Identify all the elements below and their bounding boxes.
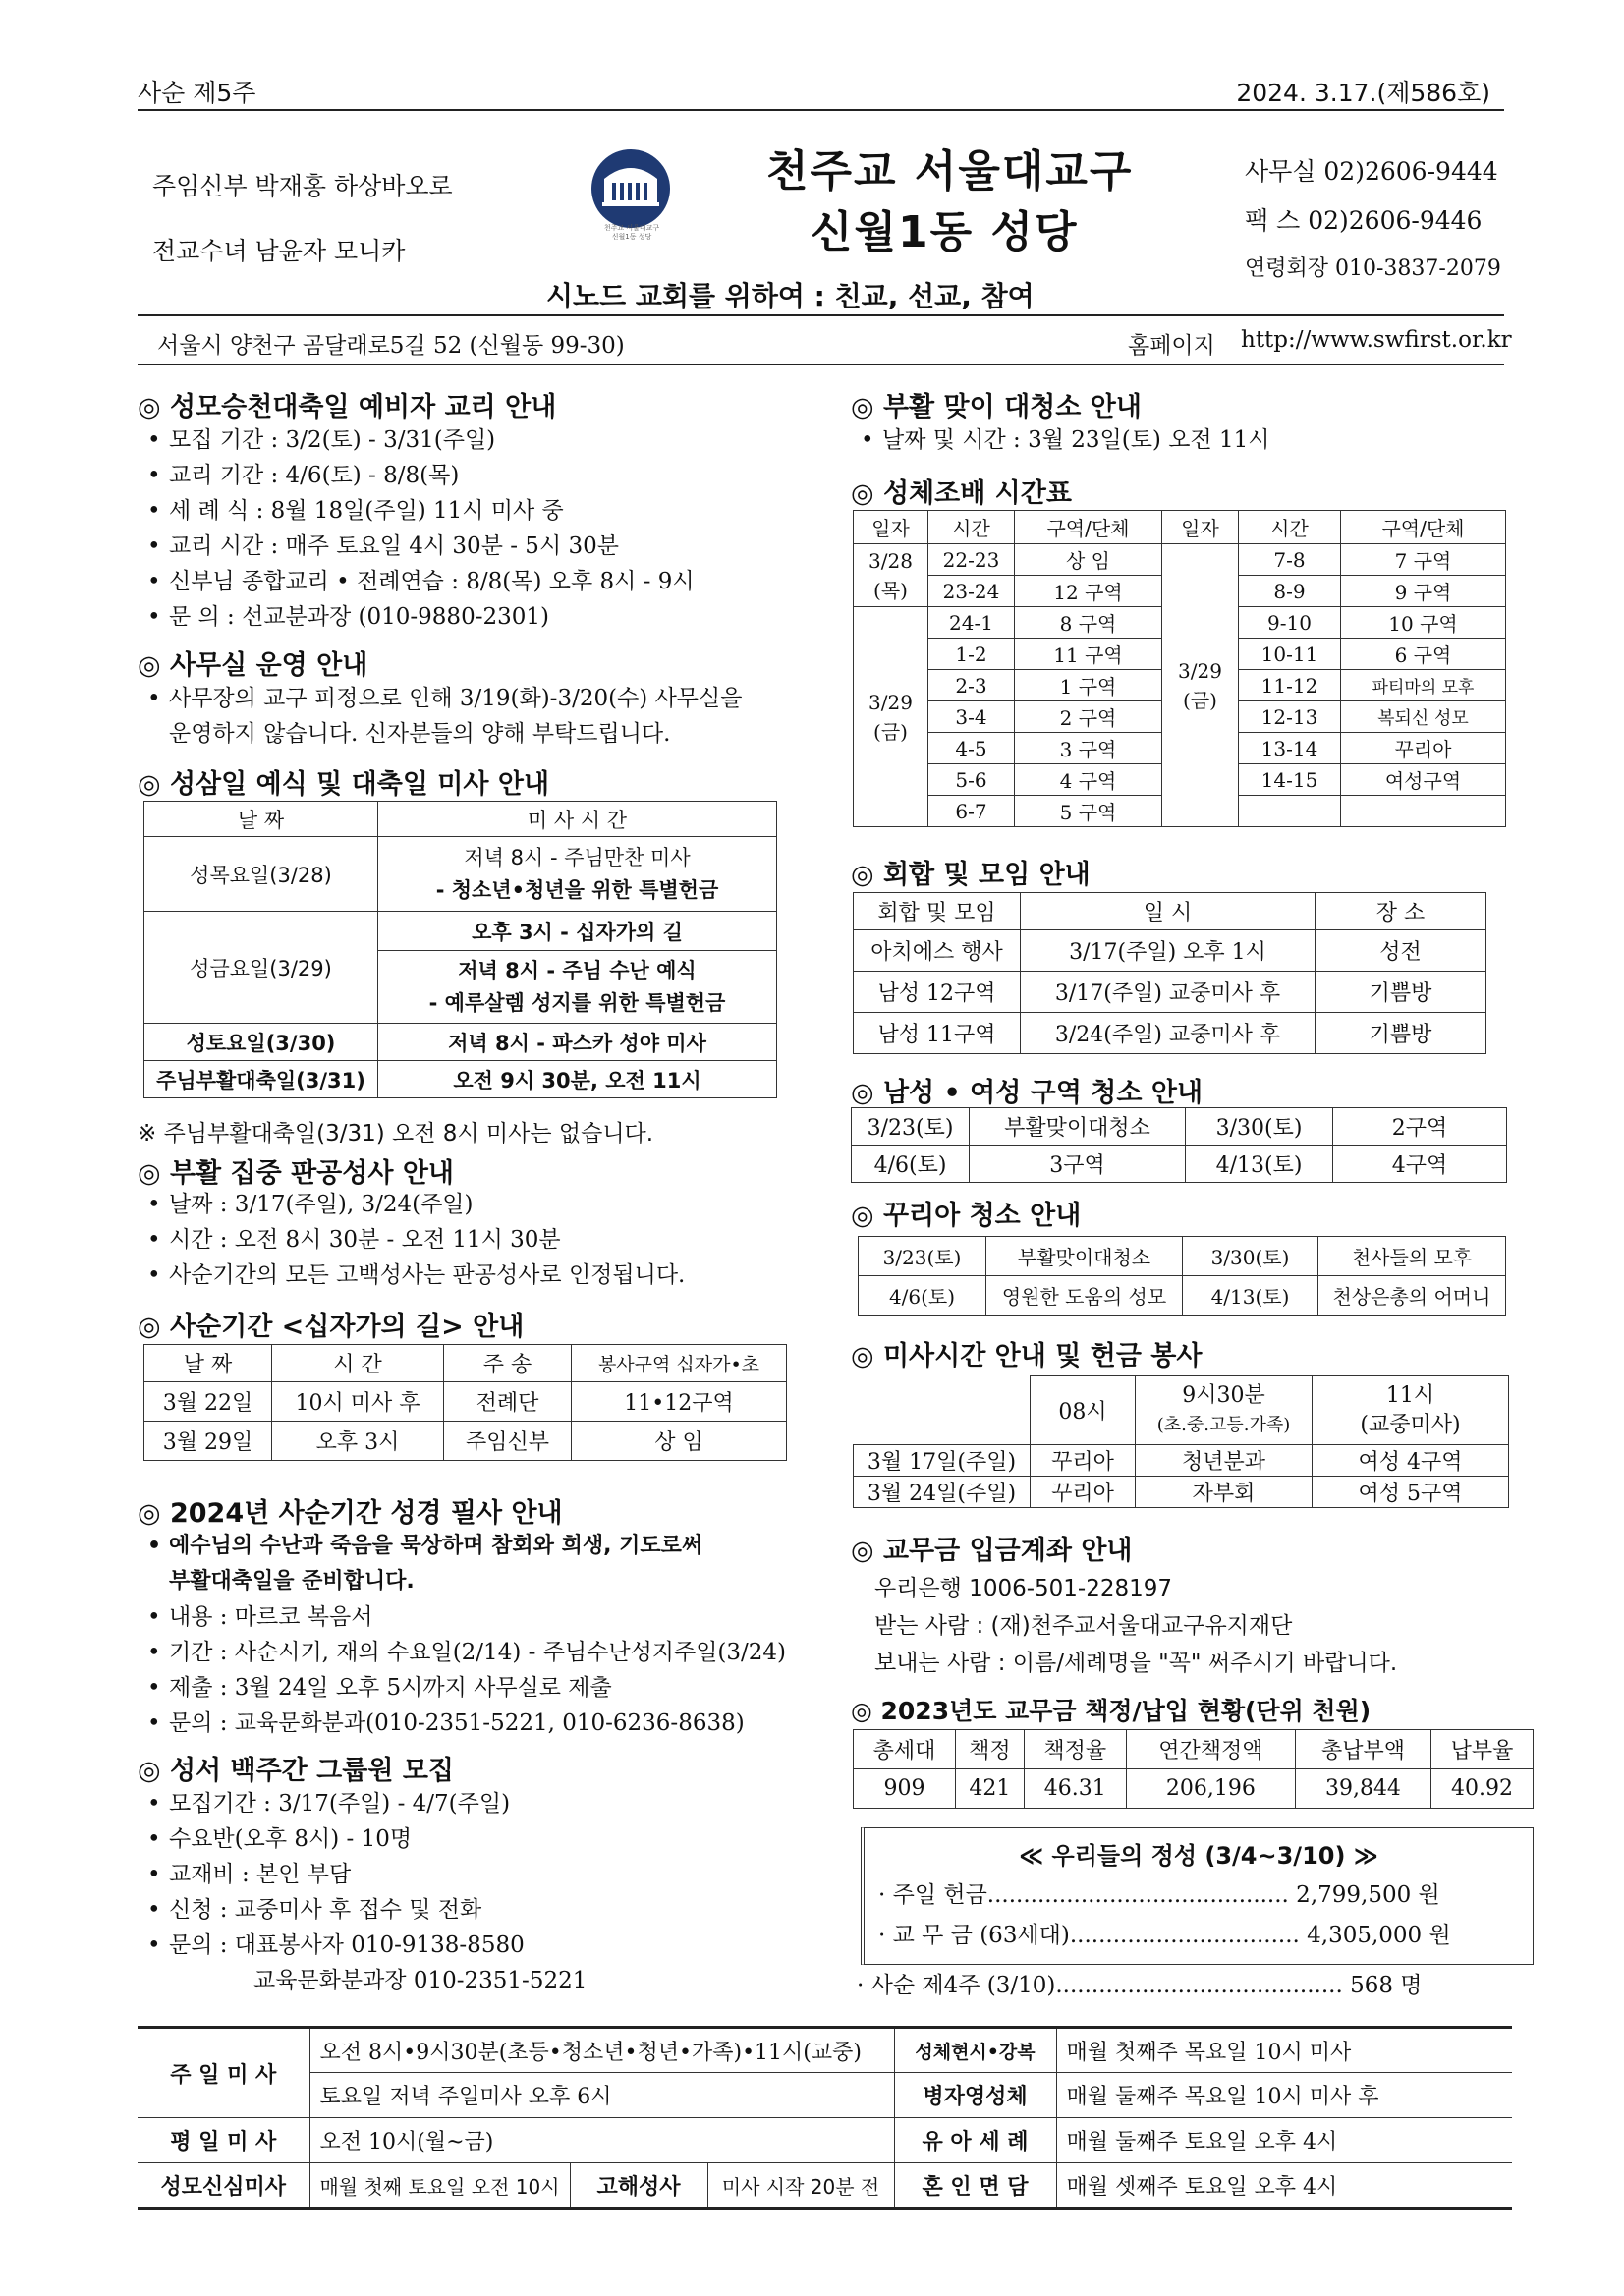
- list-item: • 신부님 종합교리 • 전례연습 : 8/8(목) 오후 8시 - 9시: [147, 569, 695, 594]
- list-item: • 교재비 : 본인 부담: [147, 1862, 352, 1887]
- curia-cleaning-table: 3/23(토) 부활맞이대청소 3/30(토) 천사들의 모후 4/6(토) 영원한 도움의 성모 4/13(토) 천상은총의 어머니: [858, 1236, 1506, 1316]
- parish-motto: 시노드 교회를 위하여 : 친교, 선교, 참여: [546, 280, 1035, 312]
- list-item: 교육문화분과장 010-2351-5221: [253, 1968, 588, 1993]
- list-item: • 모집기간 : 3/17(주일) - 4/7(주일): [147, 1791, 511, 1817]
- homepage-link[interactable]: http://www.swfirst.or.kr: [1241, 327, 1512, 353]
- cleanup-title: ◎ 부활 맞이 대청소 안내: [851, 392, 1142, 422]
- offering-service-title: ◎ 미사시간 안내 및 헌금 봉사: [851, 1341, 1203, 1372]
- bible-group-list: [147, 1786, 587, 1998]
- logo-caption: 천주교 서울대교구 신월1동 성당: [603, 224, 660, 241]
- marriage-interview-time: 매월 셋째주 토요일 오후 4시: [1056, 2163, 1512, 2209]
- weekday-mass-label: 평 일 미 사: [138, 2118, 309, 2163]
- attendance-count: · 사순 제4주 (3/10)........................................ 568 명: [857, 1973, 1423, 1998]
- adoration-title: ◎ 성체조배 시간표: [851, 478, 1072, 509]
- homepage-label: 홈페이지: [1128, 333, 1215, 359]
- account-title: ◎ 교무금 입금계좌 안내: [851, 1536, 1133, 1566]
- offering-box: [861, 1827, 1534, 1965]
- district-cleaning-title: ◎ 남성 • 여성 구역 청소 안내: [851, 1078, 1204, 1108]
- confession-title: ◎ 부활 집중 판공성사 안내: [138, 1158, 454, 1189]
- church-name: 신월1동 성당: [811, 207, 1079, 257]
- list-item: • 날짜 : 3/17(주일), 3/24(주일): [147, 1192, 474, 1217]
- bible-group-title: ◎ 성서 백주간 그룹원 모집: [138, 1756, 454, 1786]
- curia-cleaning-title: ◎ 꾸리아 청소 안내: [851, 1201, 1082, 1231]
- catechumen-list: [147, 422, 695, 635]
- list-item: • 교리 기간 : 4/6(토) - 8/8(목): [147, 463, 460, 488]
- sick-communion-time: 매월 둘째주 목요일 10시 미사 후: [1056, 2073, 1512, 2118]
- list-item: • 문의 : 교육문화분과(010-2351-5221, 010-6236-8638): [147, 1710, 745, 1736]
- weekday-mass-time: 오전 10시(월~금): [309, 2118, 894, 2163]
- offering-service-table: 08시 9시30분 (초.중.고등.가족) 11시 (교중미사) 3월 17일(주일) 꾸리아 청년분과 여성 4구역 3월 24일(주일) 꾸리아 자부회 여성 5구역: [853, 1375, 1509, 1508]
- cleanup-item: • 날짜 및 시간 : 3월 23일(토) 오전 11시: [861, 427, 1270, 453]
- sick-communion-label: 병자영성체: [894, 2073, 1056, 2118]
- list-item: • 수요반(오후 8시) - 10명: [147, 1826, 413, 1852]
- dues-offering: · 교 무 금 (63세대)................................ 4,305,000 원: [878, 1923, 1451, 1948]
- district-cleaning-table: 3/23(토) 부활맞이대청소 3/30(토) 2구역 4/6(토) 3구역 4/13(토) 4구역: [851, 1107, 1507, 1183]
- easter-note: ※ 주님부활대축일(3/31) 오전 8시 미사는 없습니다.: [138, 1121, 654, 1147]
- church-org: 천주교 서울대교구: [766, 146, 1134, 196]
- infant-baptism-label: 유 아 세 례: [894, 2118, 1056, 2163]
- list-item: • 사순기간의 모든 고백성사는 판공성사로 인정됩니다.: [147, 1262, 686, 1288]
- funeral-chair-phone: 연령회장 010-3837-2079: [1245, 256, 1501, 281]
- meetings-title: ◎ 회합 및 모임 안내: [851, 860, 1091, 890]
- bible-copy-title: ◎ 2024년 사순기간 성경 필사 안내: [138, 1498, 563, 1529]
- meetings-table: 회합 및 모임 일 시 장 소 아치에스 행사 3/17(주일) 오후 1시 성전 남성 12구역 3/17(주일) 교중미사 후 기쁨방 남성 11구역 3/24(주일) 교중미사 후 기쁨방: [853, 892, 1486, 1054]
- triduum-title: ◎ 성삼일 예식 및 대축일 미사 안내: [138, 769, 550, 800]
- infant-baptism-time: 매월 둘째주 토요일 오후 4시: [1056, 2118, 1512, 2163]
- adoration-time: 매월 첫째주 목요일 10시 미사: [1056, 2028, 1512, 2073]
- adoration-label: 성체현시•강복: [894, 2028, 1056, 2073]
- mass-schedule-table: [138, 2026, 1512, 2210]
- table-cell: 성금요일(3/29): [144, 912, 378, 1024]
- sunday-mass-times: 오전 8시•9시30분(초등•청소년•청년•가족)•11시(교중): [309, 2028, 894, 2073]
- office-notice-text: • 사무장의 교구 피정으로 인해 3/19(화)-3/20(수) 사무실을 운영하지 않습니다. 신자분들의 양해 부탁드립니다.: [147, 686, 743, 747]
- sunday-mass-label: 주 일 미 사: [138, 2028, 309, 2118]
- nun-name: 전교수녀 남윤자 모니카: [152, 237, 406, 265]
- dues-status-title: ◎ 2023년도 교무금 책정/납입 현황(단위 천원): [851, 1697, 1372, 1725]
- catechumen-section-title: ◎ 성모승천대축일 예비자 교리 안내: [138, 392, 557, 422]
- list-item: • 내용 : 마르코 복음서: [147, 1604, 373, 1630]
- week-label: 사순 제5주: [138, 79, 256, 107]
- stations-title: ◎ 사순기간 <십자가의 길> 안내: [138, 1312, 525, 1342]
- pastor-name: 주임신부 박재홍 하상바오로: [152, 172, 453, 200]
- table-header: 날 짜: [144, 802, 378, 837]
- dues-status-table: 총세대 책정 책정율 연간책정액 총납부액 납부율 909 421 46.31 206,196 39,844 40.92: [853, 1729, 1534, 1809]
- office-phone: 사무실 02)2606-9444: [1245, 157, 1498, 186]
- fax-number: 팩 스 02)2606-9446: [1245, 206, 1483, 235]
- office-notice-title: ◎ 사무실 운영 안내: [138, 650, 368, 681]
- confession-label: 고해성사: [570, 2163, 707, 2209]
- bible-copy-list: • 예수님의 수난과 죽음을 묵상하며 참회와 희생, 기도로써 부활대축일을 준비합니다. • 내용 : 마르코 복음서 • 기간 : 사순시기, 재의 수요일(2/14) - 주님수난성지주일(3/24) • 제출 : 3월 24일 오후 5시까지 사무실로 제출 • 문의 : 교육문화분과(010-2351-5221, 010-6236-8638): [147, 1529, 786, 1741]
- adoration-table: 일자 시간 구역/단체 일자 시간 구역/단체 3/28 (목) 22-23 상 임 3/29 (금) 7-8 7 구역 23-24 12 구역 8-9 9 구역 3/29 (금) 24-1 8 구역 9-10 10 구역 1-2 11 구역 10-11 6 구역 2-3 1 구역 11-12 파티마의 모후 3-4 2 구역 12-13 복되신 성모 4-5 3 구역 13-14 꾸리아 5-6 4 구역 14-15 여성구역 6-7 5 구역: [853, 510, 1506, 827]
- confession-time: 미사 시작 20분 전: [707, 2163, 894, 2209]
- triduum-table: 날 짜 미 사 시 간 성목요일(3/28) 저녁 8시 - 주님만찬 미사 - 청소년•청년을 위한 특별헌금 성금요일(3/29) 오후 3시 - 십자가의 길 저녁 8시 - 주님 수난 예식 - 예루살렘 성지를 위한 특별헌금 성토요일(3/30) 저녁 8시 - 파스카 성야 미사 주님부활대축일(3/31) 오전 9시 30분, 오전 11시: [143, 801, 777, 1098]
- offering-box-title: ≪ 우리들의 정성 (3/4~3/10) ≫: [1019, 1842, 1378, 1870]
- table-cell: 성목요일(3/28): [144, 837, 378, 912]
- list-item: • 문 의 : 선교분과장 (010-9880-2301): [147, 604, 549, 630]
- sunday-offering: · 주일 헌금.......................................... 2,799,500 원: [878, 1882, 1440, 1908]
- table-header: 미 사 시 간: [378, 802, 777, 837]
- list-item: • 모집 기간 : 3/2(토) - 3/31(주일): [147, 427, 496, 453]
- marriage-interview-label: 혼 인 면 담: [894, 2163, 1056, 2209]
- issue-number: 2024. 3.17.(제586호): [1236, 79, 1490, 107]
- list-item: • 기간 : 사순시기, 재의 수요일(2/14) - 주님수난성지주일(3/24): [147, 1640, 787, 1665]
- stations-table: 날 짜 시 간 주 송 봉사구역 십자가•초 3월 22일 10시 미사 후 전례단 11•12구역 3월 29일 오후 3시 주임신부 상 임: [143, 1344, 787, 1461]
- table-cell: 성토요일(3/30): [144, 1024, 378, 1061]
- confession-list: [147, 1187, 685, 1293]
- table-cell: 주님부활대축일(3/31): [144, 1061, 378, 1098]
- marian-mass-time: 매월 첫째 토요일 오전 10시: [309, 2163, 570, 2209]
- list-item: • 문의 : 대표봉사자 010-9138-8580: [147, 1932, 525, 1958]
- saturday-evening-mass: 토요일 저녁 주일미사 오후 6시: [309, 2073, 894, 2118]
- parish-address: 서울시 양천구 곰달래로5길 52 (신월동 99-30): [157, 333, 625, 359]
- list-item: • 제출 : 3월 24일 오후 5시까지 사무실로 제출: [147, 1675, 612, 1701]
- account-info: 우리은행 1006-501-228197 받는 사람 : (재)천주교서울대교구유지재단 보내는 사람 : 이름/세례명을 "꼭" 써주시기 바랍니다.: [874, 1576, 1398, 1676]
- list-item: • 세 례 식 : 8월 18일(주일) 11시 미사 중: [147, 498, 564, 524]
- list-item: • 신청 : 교중미사 후 접수 및 전화: [147, 1897, 482, 1923]
- list-item: • 시간 : 오전 8시 30분 - 오전 11시 30분: [147, 1227, 561, 1253]
- marian-mass-label: 성모신심미사: [138, 2163, 309, 2209]
- list-item: • 교리 시간 : 매주 토요일 4시 30분 - 5시 30분: [147, 533, 619, 559]
